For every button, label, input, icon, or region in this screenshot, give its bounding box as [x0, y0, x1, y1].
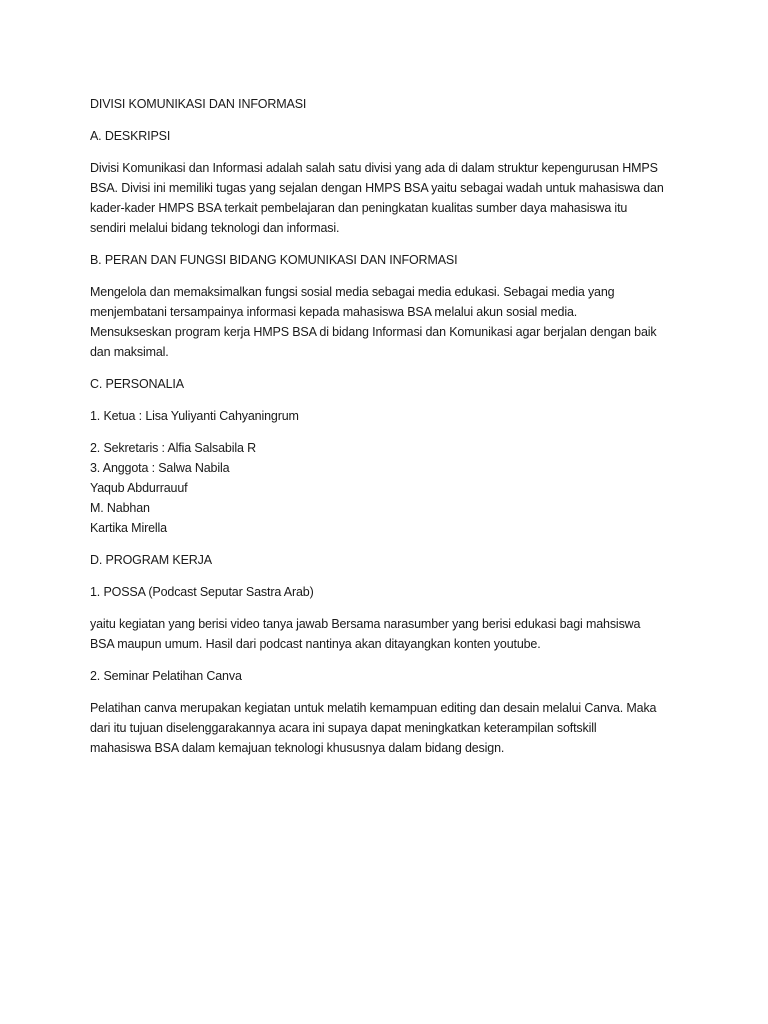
member-line: 3. Anggota : Salwa Nabila — [90, 461, 230, 475]
section-c-heading: C. PERSONALIA — [90, 377, 184, 391]
paragraph-line: Mengelola dan memaksimalkan fungsi sosial media sebagai media edukasi. Sebagai media yang — [90, 285, 615, 299]
program-1-paragraph — [90, 614, 710, 654]
paragraph-line: Divisi Komunikasi dan Informasi adalah salah satu divisi yang ada di dalam struktur kepengurusan HMPS — [90, 161, 658, 175]
paragraph-line: yaitu kegiatan yang berisi video tanya jawab Bersama narasumber yang berisi edukasi bagi mahsiswa — [90, 617, 641, 631]
paragraph-line: BSA maupun umum. Hasil dari podcast nantinya akan ditayangkan konten youtube. — [90, 637, 541, 651]
section-d-heading: D. PROGRAM KERJA — [90, 553, 212, 567]
member-line: 2. Sekretaris : Alfia Salsabila R — [90, 441, 256, 455]
paragraph-line: mahasiswa BSA dalam kemajuan teknologi khususnya dalam bidang design. — [90, 741, 505, 755]
personalia-members — [90, 438, 710, 538]
personalia-ketua: 1. Ketua : Lisa Yuliyanti Cahyaningrum — [90, 409, 299, 423]
document-title: DIVISI KOMUNIKASI DAN INFORMASI — [90, 97, 307, 111]
member-line: M. Nabhan — [90, 501, 150, 515]
section-b-heading: B. PERAN DAN FUNGSI BIDANG KOMUNIKASI DAN INFORMASI — [90, 253, 458, 267]
paragraph-line: menjembatani tersampainya informasi kepada mahasiswa BSA melalui akun sosial media. — [90, 305, 578, 319]
document-page — [90, 94, 710, 770]
member-line: Yaqub Abdurrauuf — [90, 481, 188, 495]
section-b-paragraph — [90, 282, 710, 362]
member-line: Kartika Mirella — [90, 521, 167, 535]
paragraph-line: Mensukseskan program kerja HMPS BSA di bidang Informasi dan Komunikasi agar berjalan dengan baik — [90, 325, 657, 339]
program-2-title: 2. Seminar Pelatihan Canva — [90, 669, 242, 683]
paragraph-line: kader-kader HMPS BSA terkait pembelajaran dan peningkatan kualitas sumber daya mahasiswa itu — [90, 201, 628, 215]
paragraph-line: dari itu tujuan diselenggarakannya acara ini supaya dapat meningkatkan keterampilan softskill — [90, 721, 597, 735]
section-a-paragraph — [90, 158, 710, 238]
paragraph-line: Pelatihan canva merupakan kegiatan untuk melatih kemampuan editing dan desain melalui Canva. Maka — [90, 701, 657, 715]
program-2-paragraph — [90, 698, 710, 758]
paragraph-line: sendiri melalui bidang teknologi dan informasi. — [90, 221, 340, 235]
program-1-title: 1. POSSA (Podcast Seputar Sastra Arab) — [90, 585, 314, 599]
paragraph-line: BSA. Divisi ini memiliki tugas yang sejalan dengan HMPS BSA yaitu sebagai wadah untuk mahasiswa dan — [90, 181, 664, 195]
paragraph-line: dan maksimal. — [90, 345, 169, 359]
section-a-heading: A. DESKRIPSI — [90, 129, 171, 143]
